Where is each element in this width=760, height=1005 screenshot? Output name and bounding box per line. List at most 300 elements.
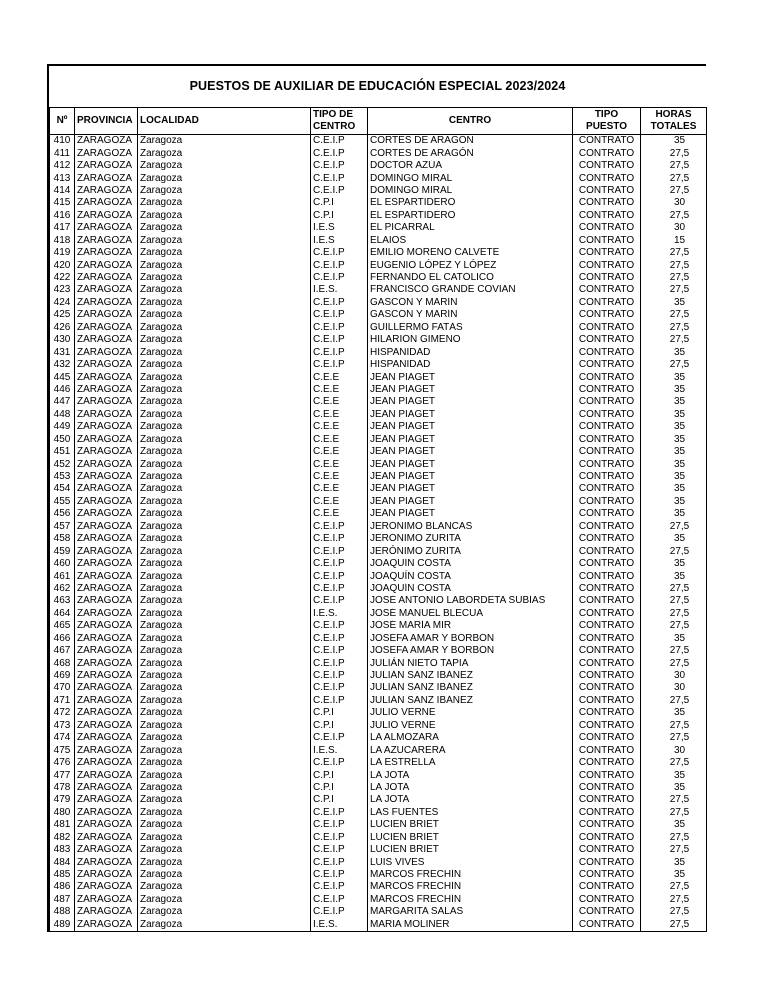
cell-tipo-puesto: CONTRATO	[573, 869, 641, 881]
cell-tipo-puesto: CONTRATO	[573, 309, 641, 321]
cell-centro: LUCIEN BRIET	[368, 844, 573, 856]
cell-n: 480	[50, 807, 75, 819]
cell-n: 419	[50, 247, 75, 259]
cell-localidad: Zaragoza	[138, 334, 311, 346]
cell-tipo-puesto: CONTRATO	[573, 819, 641, 831]
cell-n: 423	[50, 284, 75, 296]
cell-tipo-centro: C.E.I.P	[311, 657, 368, 669]
cell-centro: JEAN PIAGET	[368, 396, 573, 408]
cell-n: 424	[50, 297, 75, 309]
cell-tipo-puesto: CONTRATO	[573, 409, 641, 421]
cell-n: 485	[50, 869, 75, 881]
cell-centro: JEAN PIAGET	[368, 409, 573, 421]
cell-tipo-puesto: CONTRATO	[573, 272, 641, 284]
cell-localidad: Zaragoza	[138, 496, 311, 508]
cell-tipo-puesto: CONTRATO	[573, 732, 641, 744]
table-row	[50, 247, 707, 259]
cell-centro: LA JOTA	[368, 782, 573, 794]
cell-tipo-puesto: CONTRATO	[573, 570, 641, 582]
cell-localidad: Zaragoza	[138, 832, 311, 844]
cell-n: 474	[50, 732, 75, 744]
cell-n: 417	[50, 222, 75, 234]
cell-tipo-puesto: CONTRATO	[573, 521, 641, 533]
cell-centro: LA JOTA	[368, 769, 573, 781]
cell-centro: JULIÁN SANZ IBÁÑEZ	[368, 682, 573, 694]
cell-localidad: Zaragoza	[138, 583, 311, 595]
cell-tipo-puesto: CONTRATO	[573, 297, 641, 309]
cell-horas: 27,5	[641, 620, 707, 632]
cell-tipo-puesto: CONTRATO	[573, 471, 641, 483]
cell-horas: 27,5	[641, 807, 707, 819]
table-row	[50, 185, 707, 197]
table-row	[50, 508, 707, 520]
cell-localidad: Zaragoza	[138, 247, 311, 259]
cell-horas: 35	[641, 135, 707, 148]
cell-horas: 35	[641, 297, 707, 309]
cell-horas: 35	[641, 856, 707, 868]
cell-tipo-puesto: CONTRATO	[573, 396, 641, 408]
cell-horas: 27,5	[641, 919, 707, 932]
cell-tipo-centro: C.E.I.P	[311, 620, 368, 632]
cell-provincia: ZARAGOZA	[75, 695, 138, 707]
cell-horas: 35	[641, 483, 707, 495]
table-row	[50, 434, 707, 446]
cell-localidad: Zaragoza	[138, 384, 311, 396]
cell-n: 455	[50, 496, 75, 508]
cell-n: 459	[50, 545, 75, 557]
cell-horas: 35	[641, 707, 707, 719]
cell-provincia: ZARAGOZA	[75, 869, 138, 881]
cell-tipo-puesto: CONTRATO	[573, 881, 641, 893]
table-row	[50, 135, 707, 148]
cell-provincia: ZARAGOZA	[75, 832, 138, 844]
cell-horas: 27,5	[641, 583, 707, 595]
cell-horas: 35	[641, 396, 707, 408]
cell-provincia: ZARAGOZA	[75, 197, 138, 209]
cell-tipo-centro: I.E.S.	[311, 608, 368, 620]
cell-centro: CORTES DE ARAGÓN	[368, 147, 573, 159]
cell-centro: JEAN PIAGET	[368, 483, 573, 495]
cell-provincia: ZARAGOZA	[75, 633, 138, 645]
cell-tipo-puesto: CONTRATO	[573, 744, 641, 756]
table-row	[50, 633, 707, 645]
header-horas-line2: TOTALES	[650, 121, 697, 132]
cell-provincia: ZARAGOZA	[75, 396, 138, 408]
cell-tipo-centro: C.E.E	[311, 496, 368, 508]
cell-centro: MARCOS FRECHÍN	[368, 894, 573, 906]
cell-centro: FRANCISCO GRANDE COVIAN	[368, 284, 573, 296]
header-tipo-puesto	[573, 108, 641, 135]
cell-provincia: ZARAGOZA	[75, 645, 138, 657]
cell-tipo-centro: C.E.I.P	[311, 645, 368, 657]
cell-provincia: ZARAGOZA	[75, 608, 138, 620]
cell-tipo-puesto: CONTRATO	[573, 458, 641, 470]
cell-horas: 27,5	[641, 259, 707, 271]
header-n: Nº	[50, 108, 75, 135]
table-row	[50, 757, 707, 769]
cell-centro: JOSEFA AMAR Y BORBÓN	[368, 645, 573, 657]
table-row	[50, 645, 707, 657]
cell-tipo-centro: C.P.I	[311, 197, 368, 209]
table-row	[50, 409, 707, 421]
cell-provincia: ZARAGOZA	[75, 707, 138, 719]
cell-provincia: ZARAGOZA	[75, 222, 138, 234]
cell-centro: EL ESPARTIDERO	[368, 210, 573, 222]
table-row	[50, 421, 707, 433]
cell-provincia: ZARAGOZA	[75, 259, 138, 271]
cell-n: 450	[50, 434, 75, 446]
cell-centro: EMILIO MORENO CALVETE	[368, 247, 573, 259]
cell-tipo-centro: C.E.I.P	[311, 545, 368, 557]
cell-provincia: ZARAGOZA	[75, 147, 138, 159]
cell-n: 482	[50, 832, 75, 844]
cell-centro: MARGARITA SALAS	[368, 906, 573, 918]
cell-localidad: Zaragoza	[138, 794, 311, 806]
cell-n: 415	[50, 197, 75, 209]
cell-horas: 35	[641, 409, 707, 421]
cell-centro: LA AZUCARERA	[368, 744, 573, 756]
cell-localidad: Zaragoza	[138, 471, 311, 483]
cell-provincia: ZARAGOZA	[75, 309, 138, 321]
cell-horas: 27,5	[641, 160, 707, 172]
cell-horas: 27,5	[641, 521, 707, 533]
cell-localidad: Zaragoza	[138, 371, 311, 383]
cell-tipo-centro: C.E.I.P	[311, 682, 368, 694]
cell-provincia: ZARAGOZA	[75, 881, 138, 893]
cell-horas: 35	[641, 471, 707, 483]
positions-table	[49, 107, 707, 932]
cell-tipo-centro: C.E.I.P	[311, 322, 368, 334]
cell-tipo-puesto: CONTRATO	[573, 235, 641, 247]
cell-centro: EL PICARRAL	[368, 222, 573, 234]
cell-centro: CORTES DE ARAGÓN	[368, 135, 573, 148]
cell-tipo-puesto: CONTRATO	[573, 695, 641, 707]
cell-localidad: Zaragoza	[138, 894, 311, 906]
cell-localidad: Zaragoza	[138, 819, 311, 831]
cell-localidad: Zaragoza	[138, 272, 311, 284]
cell-n: 466	[50, 633, 75, 645]
cell-centro: JULIÁN SANZ IBÁÑEZ	[368, 670, 573, 682]
cell-n: 418	[50, 235, 75, 247]
cell-tipo-puesto: CONTRATO	[573, 682, 641, 694]
table-row	[50, 272, 707, 284]
table-row	[50, 259, 707, 271]
cell-provincia: ZARAGOZA	[75, 172, 138, 184]
cell-n: 477	[50, 769, 75, 781]
table-row	[50, 496, 707, 508]
cell-horas: 27,5	[641, 894, 707, 906]
cell-centro: JOSÉ ANTONIO LABORDETA SUBÍAS	[368, 595, 573, 607]
cell-tipo-centro: C.P.I	[311, 210, 368, 222]
cell-horas: 35	[641, 346, 707, 358]
cell-horas: 35	[641, 421, 707, 433]
cell-localidad: Zaragoza	[138, 620, 311, 632]
cell-localidad: Zaragoza	[138, 346, 311, 358]
cell-localidad: Zaragoza	[138, 521, 311, 533]
table-row	[50, 235, 707, 247]
cell-horas: 35	[641, 371, 707, 383]
cell-localidad: Zaragoza	[138, 919, 311, 932]
cell-tipo-centro: C.E.I.P	[311, 670, 368, 682]
cell-provincia: ZARAGOZA	[75, 919, 138, 932]
cell-tipo-centro: C.E.E	[311, 458, 368, 470]
table-row	[50, 919, 707, 932]
cell-provincia: ZARAGOZA	[75, 732, 138, 744]
cell-centro: FERNANDO EL CATÓLICO	[368, 272, 573, 284]
cell-tipo-puesto: CONTRATO	[573, 172, 641, 184]
cell-tipo-centro: C.E.E	[311, 384, 368, 396]
cell-tipo-puesto: CONTRATO	[573, 483, 641, 495]
cell-localidad: Zaragoza	[138, 322, 311, 334]
cell-provincia: ZARAGOZA	[75, 533, 138, 545]
cell-tipo-puesto: CONTRATO	[573, 446, 641, 458]
cell-n: 473	[50, 720, 75, 732]
cell-tipo-centro: C.E.I.P	[311, 732, 368, 744]
cell-horas: 35	[641, 446, 707, 458]
cell-provincia: ZARAGOZA	[75, 782, 138, 794]
cell-horas: 35	[641, 819, 707, 831]
table-body	[50, 135, 707, 932]
cell-provincia: ZARAGOZA	[75, 558, 138, 570]
cell-centro: LA JOTA	[368, 794, 573, 806]
table-header-row	[50, 108, 707, 135]
cell-centro: HISPANIDAD	[368, 359, 573, 371]
table-row	[50, 210, 707, 222]
cell-centro: JULIO VERNE	[368, 707, 573, 719]
cell-tipo-centro: C.E.I.P	[311, 595, 368, 607]
cell-centro: JOAQUÍN COSTA	[368, 583, 573, 595]
cell-tipo-centro: C.E.I.P	[311, 346, 368, 358]
cell-tipo-centro: C.E.I.P	[311, 247, 368, 259]
cell-tipo-puesto: CONTRATO	[573, 222, 641, 234]
cell-tipo-puesto: CONTRATO	[573, 147, 641, 159]
cell-horas: 35	[641, 458, 707, 470]
table-row	[50, 782, 707, 794]
cell-tipo-puesto: CONTRATO	[573, 496, 641, 508]
table-row	[50, 807, 707, 819]
cell-horas: 27,5	[641, 545, 707, 557]
cell-localidad: Zaragoza	[138, 135, 311, 148]
cell-tipo-centro: C.E.I.P	[311, 906, 368, 918]
cell-provincia: ZARAGOZA	[75, 483, 138, 495]
cell-provincia: ZARAGOZA	[75, 434, 138, 446]
table-row	[50, 657, 707, 669]
cell-localidad: Zaragoza	[138, 807, 311, 819]
cell-n: 456	[50, 508, 75, 520]
cell-n: 462	[50, 583, 75, 595]
cell-tipo-puesto: CONTRATO	[573, 645, 641, 657]
cell-n: 457	[50, 521, 75, 533]
document-sheet	[47, 64, 706, 932]
cell-localidad: Zaragoza	[138, 508, 311, 520]
header-localidad: LOCALIDAD	[138, 108, 311, 135]
cell-centro: JEAN PIAGET	[368, 446, 573, 458]
cell-provincia: ZARAGOZA	[75, 819, 138, 831]
cell-tipo-centro: C.E.I.P	[311, 869, 368, 881]
cell-localidad: Zaragoza	[138, 769, 311, 781]
cell-provincia: ZARAGOZA	[75, 794, 138, 806]
cell-n: 483	[50, 844, 75, 856]
table-row	[50, 794, 707, 806]
cell-provincia: ZARAGOZA	[75, 284, 138, 296]
cell-centro: JOSÉ MANUEL BLECUA	[368, 608, 573, 620]
cell-tipo-centro: C.E.E	[311, 421, 368, 433]
cell-tipo-puesto: CONTRATO	[573, 595, 641, 607]
table-row	[50, 819, 707, 831]
cell-n: 432	[50, 359, 75, 371]
cell-n: 430	[50, 334, 75, 346]
cell-n: 414	[50, 185, 75, 197]
cell-horas: 35	[641, 570, 707, 582]
cell-provincia: ZARAGOZA	[75, 322, 138, 334]
table-row	[50, 545, 707, 557]
cell-centro: JULIÁN SANZ IBÁÑEZ	[368, 695, 573, 707]
header-tipo-centro-line1: TIPO DE	[313, 109, 354, 120]
cell-centro: MARCOS FRECHÍN	[368, 869, 573, 881]
cell-tipo-centro: C.E.I.P	[311, 807, 368, 819]
cell-centro: JOAQUÍN COSTA	[368, 558, 573, 570]
cell-centro: GASCÓN Y MARÍN	[368, 297, 573, 309]
cell-n: 486	[50, 881, 75, 893]
cell-localidad: Zaragoza	[138, 396, 311, 408]
cell-n: 420	[50, 259, 75, 271]
table-row	[50, 147, 707, 159]
cell-horas: 27,5	[641, 794, 707, 806]
cell-n: 410	[50, 135, 75, 148]
cell-tipo-centro: C.E.E	[311, 508, 368, 520]
cell-tipo-puesto: CONTRATO	[573, 371, 641, 383]
cell-n: 484	[50, 856, 75, 868]
cell-localidad: Zaragoza	[138, 595, 311, 607]
table-row	[50, 595, 707, 607]
cell-provincia: ZARAGOZA	[75, 620, 138, 632]
cell-centro: LUCIEN BRIET	[368, 832, 573, 844]
cell-tipo-centro: C.E.E	[311, 409, 368, 421]
cell-provincia: ZARAGOZA	[75, 458, 138, 470]
cell-provincia: ZARAGOZA	[75, 521, 138, 533]
cell-provincia: ZARAGOZA	[75, 657, 138, 669]
cell-localidad: Zaragoza	[138, 682, 311, 694]
cell-horas: 27,5	[641, 247, 707, 259]
cell-tipo-puesto: CONTRATO	[573, 247, 641, 259]
table-row	[50, 334, 707, 346]
table-row	[50, 769, 707, 781]
cell-n: 463	[50, 595, 75, 607]
cell-n: 413	[50, 172, 75, 184]
cell-horas: 27,5	[641, 608, 707, 620]
header-centro: CENTRO	[368, 108, 573, 135]
cell-centro: JERÓNIMO ZURITA	[368, 545, 573, 557]
cell-localidad: Zaragoza	[138, 409, 311, 421]
cell-provincia: ZARAGOZA	[75, 545, 138, 557]
cell-centro: JEAN PIAGET	[368, 471, 573, 483]
cell-tipo-puesto: CONTRATO	[573, 185, 641, 197]
cell-centro: DOMINGO MIRAL	[368, 185, 573, 197]
cell-horas: 30	[641, 197, 707, 209]
cell-horas: 27,5	[641, 832, 707, 844]
cell-tipo-centro: C.E.I.P	[311, 309, 368, 321]
table-row	[50, 856, 707, 868]
cell-tipo-centro: I.E.S	[311, 235, 368, 247]
cell-horas: 27,5	[641, 695, 707, 707]
cell-tipo-puesto: CONTRATO	[573, 794, 641, 806]
cell-tipo-puesto: CONTRATO	[573, 856, 641, 868]
cell-horas: 35	[641, 496, 707, 508]
cell-localidad: Zaragoza	[138, 533, 311, 545]
cell-horas: 27,5	[641, 185, 707, 197]
cell-localidad: Zaragoza	[138, 869, 311, 881]
cell-n: 487	[50, 894, 75, 906]
cell-centro: EL ESPARTIDERO	[368, 197, 573, 209]
table-row	[50, 720, 707, 732]
cell-provincia: ZARAGOZA	[75, 247, 138, 259]
cell-tipo-centro: C.E.I.P	[311, 832, 368, 844]
header-horas-totales	[641, 108, 707, 135]
cell-provincia: ZARAGOZA	[75, 346, 138, 358]
cell-tipo-centro: C.E.E	[311, 396, 368, 408]
cell-provincia: ZARAGOZA	[75, 421, 138, 433]
table-row	[50, 533, 707, 545]
cell-provincia: ZARAGOZA	[75, 160, 138, 172]
cell-tipo-centro: C.E.I.P	[311, 185, 368, 197]
cell-provincia: ZARAGOZA	[75, 769, 138, 781]
cell-localidad: Zaragoza	[138, 297, 311, 309]
cell-tipo-centro: I.E.S.	[311, 919, 368, 932]
cell-localidad: Zaragoza	[138, 670, 311, 682]
cell-centro: DOCTOR AZÚA	[368, 160, 573, 172]
cell-tipo-centro: C.P.I	[311, 707, 368, 719]
cell-tipo-centro: C.E.I.P	[311, 160, 368, 172]
cell-n: 460	[50, 558, 75, 570]
cell-n: 467	[50, 645, 75, 657]
cell-tipo-puesto: CONTRATO	[573, 844, 641, 856]
cell-tipo-centro: C.E.I.P	[311, 583, 368, 595]
cell-localidad: Zaragoza	[138, 185, 311, 197]
cell-centro: JEAN PIAGET	[368, 384, 573, 396]
cell-localidad: Zaragoza	[138, 421, 311, 433]
cell-horas: 30	[641, 744, 707, 756]
cell-tipo-puesto: CONTRATO	[573, 633, 641, 645]
cell-tipo-puesto: CONTRATO	[573, 545, 641, 557]
table-row	[50, 521, 707, 533]
cell-centro: MARIA MOLINER	[368, 919, 573, 932]
cell-tipo-centro: C.E.I.P	[311, 172, 368, 184]
cell-tipo-puesto: CONTRATO	[573, 197, 641, 209]
cell-tipo-centro: C.E.I.P	[311, 633, 368, 645]
cell-provincia: ZARAGOZA	[75, 384, 138, 396]
cell-n: 422	[50, 272, 75, 284]
table-row	[50, 620, 707, 632]
cell-n: 412	[50, 160, 75, 172]
cell-tipo-centro: C.E.I.P	[311, 844, 368, 856]
cell-horas: 27,5	[641, 844, 707, 856]
cell-tipo-puesto: CONTRATO	[573, 210, 641, 222]
cell-n: 461	[50, 570, 75, 582]
cell-n: 489	[50, 919, 75, 932]
cell-provincia: ZARAGOZA	[75, 135, 138, 148]
cell-centro: GASCÓN Y MARÍN	[368, 309, 573, 321]
cell-horas: 35	[641, 633, 707, 645]
cell-tipo-puesto: CONTRATO	[573, 284, 641, 296]
cell-horas: 30	[641, 682, 707, 694]
cell-tipo-puesto: CONTRATO	[573, 832, 641, 844]
table-row	[50, 284, 707, 296]
page-title: PUESTOS DE AUXILIAR DE EDUCACIÓN ESPECIAL 2023/2024	[189, 79, 566, 93]
cell-tipo-puesto: CONTRATO	[573, 259, 641, 271]
cell-n: 464	[50, 608, 75, 620]
cell-localidad: Zaragoza	[138, 446, 311, 458]
cell-centro: JEAN PIAGET	[368, 496, 573, 508]
